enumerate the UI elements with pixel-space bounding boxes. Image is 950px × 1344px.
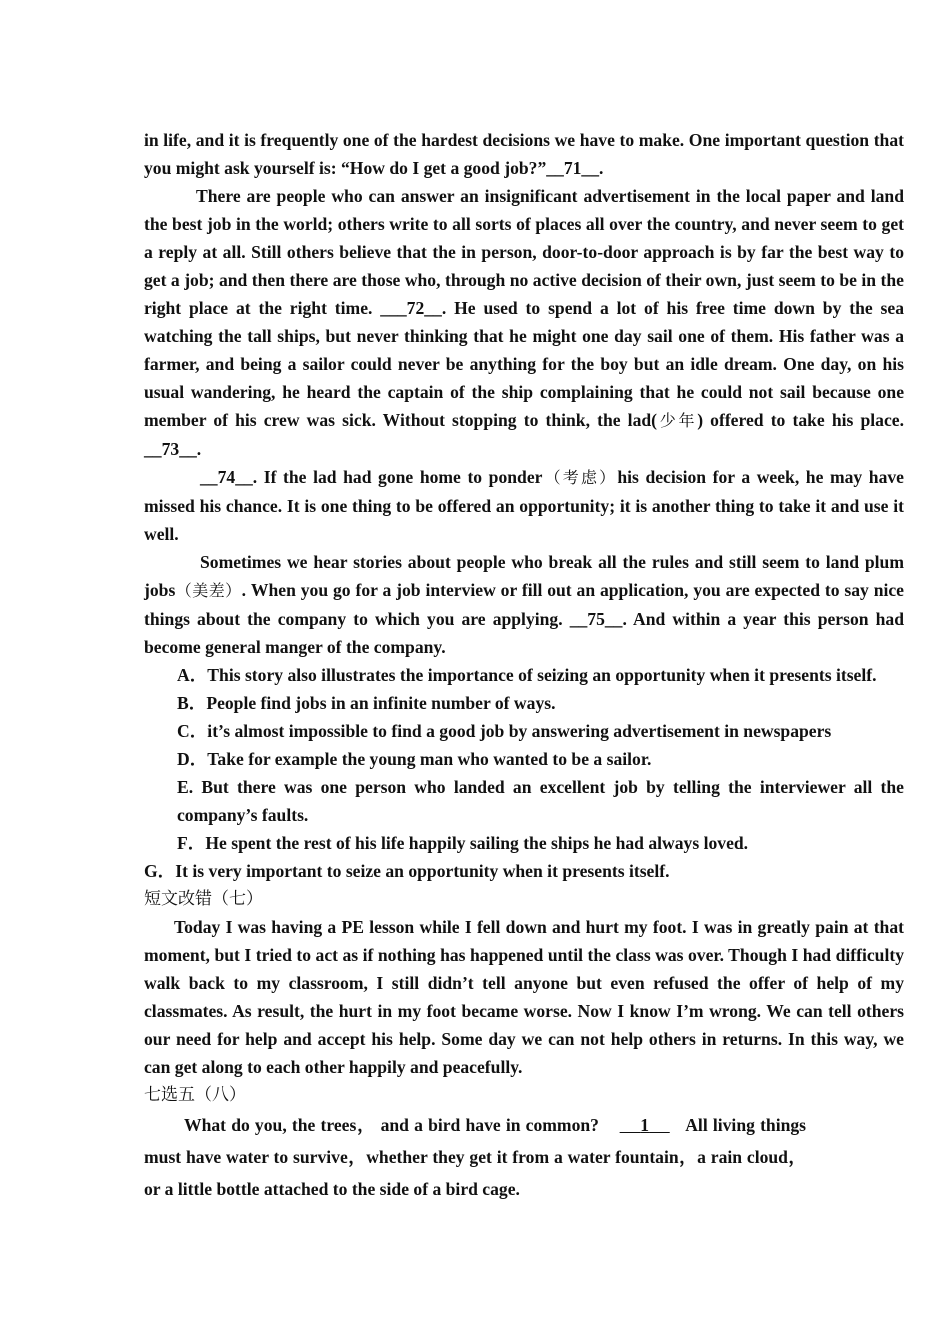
section-7-heading: 短文改错（七） — [144, 889, 263, 909]
option-b: B．People find jobs in an infinite number of ways. — [177, 693, 556, 713]
document-page — [144, 126, 904, 1205]
passage-paragraph-2: There are people who can answer an insignificant advertisement in the local paper and land the best job in the world; others write to all sorts of places all over the country, and never seem to get a reply at all. Still others believe that the in person, door-to-door approach is by far the best way to get a job; and then there are those who, through no active decision of their own, just seem to be in the right place at the right time. ___72__. He used to spend a lot of his free time down by the sea watching the tall ships, but never thinking that he might one day sail one of them. His father was a farmer, and being a sailor could never be anything for the boy but an idle dream. One day, on his usual wandering, he heard the captain of the ship complaining that he could not sail because one member of his crew was sick. Without stopping to think, the lad(少年) offered to take his place. __73__. — [144, 186, 904, 459]
passage-paragraph-1: in life, and it is frequently one of the hardest decisions we have to make. One important question that you might ask yourself is: “How do I get a good job?”__71__. — [144, 130, 904, 178]
chinese-gloss-lad: 少年 — [657, 411, 698, 430]
option-e: E. But there was one person who landed an excellent job by telling the interviewer all the company’s faults. — [177, 777, 904, 825]
section-8-body — [144, 1109, 806, 1205]
option-a: A．This story also illustrates the importance of seizing an opportunity when it presents itself. — [177, 665, 877, 685]
passage-paragraph-4: Sometimes we hear stories about people who break all the rules and still seem to land plum jobs（美差）. When you go for a job interview or fill out an application, you are expected to say nice things about the company to which you are applying. __75__. And within a year this person had become general manger of the company. — [144, 552, 904, 657]
option-f: F．He spent the rest of his life happily sailing the ships he had always loved. — [177, 833, 749, 853]
option-g: G．It is very important to seize an opportunity when it presents itself. — [144, 861, 670, 881]
section-8-text: What do you, the trees， and a bird have in common? 1 All living things must have water to survive，whether they get it from a water fountain，a rain cloud，or a little bottle attached to the side of a bird cage. — [144, 1115, 807, 1199]
chinese-gloss-ponder: （考虑） — [542, 468, 618, 487]
section-8-heading: 七选五（八） — [144, 1085, 246, 1105]
option-d: D．Take for example the young man who wanted to be a sailor. — [177, 749, 652, 769]
passage-paragraph-3: __74__. If the lad had gone home to ponder（考虑）his decision for a week, he may have missed his chance. It is one thing to be offered an opportunity; it is another thing to take it and use it well. — [144, 467, 904, 544]
section-7-text: Today I was having a PE lesson while I fell down and hurt my foot. I was in greatly pain at that moment, but I tried to act as if nothing has happened until the class was over. Though I had difficulty walk back to my classroom, I still didn’t tell anyone but even refused the offer of help of my classmates. As result, the hurt in my foot became worse. Now I know I’m wrong. We can tell others our need for help and accept his help. Some day we can not help others in returns. In this way, we can get along to each other happily and peacefully. — [144, 917, 904, 1077]
chinese-gloss-plum-jobs: （美差） — [175, 581, 242, 600]
option-c: C．it’s almost impossible to find a good job by answering advertisement in newspapers — [177, 721, 832, 741]
answer-blank: 1 — [640, 1115, 650, 1135]
